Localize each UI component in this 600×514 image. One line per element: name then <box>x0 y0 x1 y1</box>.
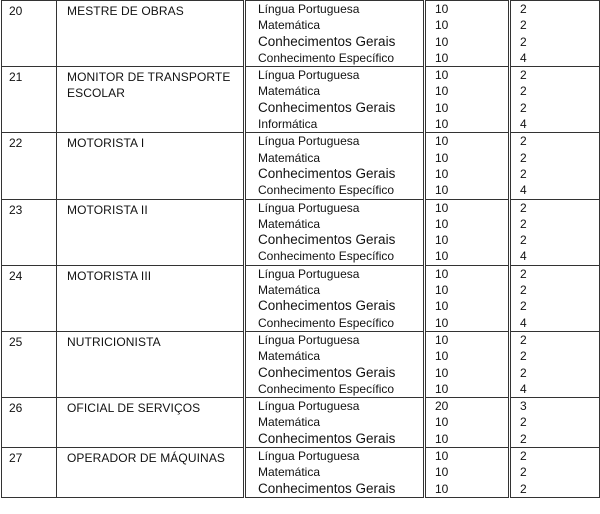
question-count: 10 <box>435 68 449 83</box>
subject-weight-cell <box>510 398 600 448</box>
table-row <box>2 67 600 133</box>
question-count: 10 <box>435 18 449 33</box>
job-title-line: MONITOR DE TRANSPORTE <box>67 70 231 85</box>
job-title <box>57 331 245 397</box>
subject-weight: 2 <box>520 68 527 83</box>
question-count: 10 <box>435 349 449 364</box>
table-row <box>2 265 600 331</box>
subject-weight: 4 <box>520 117 527 132</box>
subject-weight: 2 <box>520 449 527 464</box>
question-count: 10 <box>435 200 449 215</box>
subject-weight: 2 <box>520 332 527 347</box>
subject-weight: 2 <box>520 34 527 49</box>
question-count-cell <box>425 1 510 67</box>
subject-weight: 2 <box>520 134 527 149</box>
job-title-line: OPERADOR DE MÁQUINAS <box>67 451 226 466</box>
subject-weight-cell <box>510 199 600 265</box>
question-count-cell <box>425 331 510 397</box>
question-count: 10 <box>435 365 449 380</box>
subject-weight: 2 <box>520 233 527 248</box>
subject-weight: 2 <box>520 266 527 281</box>
subject-weight-cell <box>510 448 600 498</box>
question-count-cell <box>425 398 510 448</box>
subject-weight: 2 <box>520 2 527 16</box>
subject-name: Matemática <box>258 18 321 33</box>
row-number: 20 <box>2 1 57 67</box>
question-count: 10 <box>435 332 449 347</box>
question-count-cell <box>425 448 510 498</box>
question-count: 10 <box>435 465 449 480</box>
subject-name-cell <box>245 67 425 133</box>
job-title <box>57 67 245 133</box>
subject-name: Matemática <box>258 465 321 480</box>
job-title <box>57 265 245 331</box>
subject-name: Matemática <box>258 216 321 231</box>
subject-name: Matemática <box>258 84 321 99</box>
subject-name: Língua Portuguesa <box>258 449 360 464</box>
job-title-line: MOTORISTA II <box>67 202 148 217</box>
subject-weight-cell <box>510 265 600 331</box>
subject-weight: 2 <box>520 100 527 115</box>
job-title <box>57 448 245 498</box>
subject-weight: 2 <box>520 216 527 231</box>
question-count: 10 <box>435 150 449 165</box>
question-count-cell <box>425 265 510 331</box>
subject-name: Conhecimento Específico <box>258 183 395 198</box>
subject-name-cell <box>245 331 425 397</box>
subject-name: Língua Portuguesa <box>258 332 360 347</box>
subject-name: Conhecimentos Gerais <box>258 232 396 248</box>
subject-name-cell <box>245 1 425 67</box>
subject-weight: 2 <box>520 349 527 364</box>
question-count: 10 <box>435 84 449 99</box>
table-row <box>2 1 600 67</box>
question-count: 10 <box>435 216 449 231</box>
subject-weight-cell <box>510 67 600 133</box>
subject-name: Língua Portuguesa <box>258 68 360 83</box>
subject-weight: 2 <box>520 166 527 181</box>
job-title <box>57 1 245 67</box>
subject-name: Conhecimentos Gerais <box>258 99 396 115</box>
subject-weight: 4 <box>520 381 527 396</box>
subject-name: Conhecimentos Gerais <box>258 33 396 49</box>
table-row <box>2 331 600 397</box>
subject-weight: 4 <box>520 249 527 264</box>
question-count-cell <box>425 67 510 133</box>
row-number: 23 <box>2 199 57 265</box>
subject-weight: 2 <box>520 84 527 99</box>
question-count: 10 <box>435 2 449 16</box>
subject-name-cell <box>245 448 425 498</box>
row-number: 26 <box>2 398 57 448</box>
subject-weight: 4 <box>520 183 527 198</box>
row-number: 21 <box>2 67 57 133</box>
job-title-line: MESTRE DE OBRAS <box>67 4 184 18</box>
subject-name: Informática <box>258 117 318 132</box>
subject-weight: 2 <box>520 18 527 33</box>
question-count: 10 <box>435 481 449 496</box>
subject-weight: 2 <box>520 465 527 480</box>
question-count: 10 <box>435 233 449 248</box>
subject-name: Língua Portuguesa <box>258 266 360 281</box>
table-row <box>2 133 600 199</box>
row-number: 25 <box>2 331 57 397</box>
subject-name: Matemática <box>258 283 321 298</box>
subject-name-cell <box>245 199 425 265</box>
subject-name: Matemática <box>258 349 321 364</box>
job-title-line: MOTORISTA I <box>67 136 145 151</box>
table-row <box>2 448 600 498</box>
question-count: 10 <box>435 266 449 281</box>
subject-name: Conhecimento Específico <box>258 50 395 65</box>
table-row <box>2 398 600 448</box>
subject-weight: 4 <box>520 315 527 330</box>
subject-name-cell <box>245 133 425 199</box>
subject-name: Conhecimentos Gerais <box>258 480 396 496</box>
subject-name: Conhecimento Específico <box>258 249 395 264</box>
subject-weight-cell <box>510 331 600 397</box>
question-count: 10 <box>435 299 449 314</box>
subject-name: Conhecimento Específico <box>258 315 395 330</box>
question-count: 10 <box>435 431 449 446</box>
job-title <box>57 133 245 199</box>
job-title-line: NUTRICIONISTA <box>67 334 161 349</box>
question-count: 10 <box>435 166 449 181</box>
subject-weight: 2 <box>520 200 527 215</box>
question-count: 10 <box>435 449 449 464</box>
question-count: 10 <box>435 134 449 149</box>
subject-name: Conhecimentos Gerais <box>258 364 396 380</box>
subject-weight: 2 <box>520 481 527 496</box>
subject-name: Língua Portuguesa <box>258 200 360 215</box>
subject-weight: 2 <box>520 299 527 314</box>
subject-name: Conhecimentos Gerais <box>258 165 396 181</box>
subject-weight: 2 <box>520 431 527 446</box>
job-title <box>57 398 245 448</box>
subject-weight: 2 <box>520 283 527 298</box>
subject-weight: 4 <box>520 50 527 65</box>
subject-name: Conhecimentos Gerais <box>258 430 396 446</box>
table-row <box>2 199 600 265</box>
subject-name: Língua Portuguesa <box>258 134 360 149</box>
subject-weight: 2 <box>520 150 527 165</box>
row-number: 27 <box>2 448 57 498</box>
question-count: 10 <box>435 315 449 330</box>
subject-weight-cell <box>510 133 600 199</box>
question-count-cell <box>425 133 510 199</box>
subject-weight: 3 <box>520 399 527 414</box>
question-count: 10 <box>435 249 449 264</box>
subject-name: Língua Portuguesa <box>258 2 360 16</box>
question-count: 10 <box>435 283 449 298</box>
row-number: 24 <box>2 265 57 331</box>
subject-name: Língua Portuguesa <box>258 399 360 414</box>
job-title-line: MOTORISTA III <box>67 268 152 283</box>
question-count: 10 <box>435 34 449 49</box>
question-count: 10 <box>435 50 449 65</box>
question-count: 20 <box>435 399 449 414</box>
subject-weight: 2 <box>520 365 527 380</box>
subject-name: Matemática <box>258 150 321 165</box>
question-count: 10 <box>435 415 449 430</box>
subject-weight: 2 <box>520 415 527 430</box>
subject-name: Matemática <box>258 415 321 430</box>
exam-subjects-table <box>1 0 600 498</box>
table-body <box>2 1 600 498</box>
row-number: 22 <box>2 133 57 199</box>
question-count: 10 <box>435 381 449 396</box>
job-title-line: OFICIAL DE SERVIÇOS <box>67 401 201 416</box>
question-count: 10 <box>435 100 449 115</box>
subject-weight-cell <box>510 1 600 67</box>
subject-name: Conhecimento Específico <box>258 381 395 396</box>
subject-name: Conhecimentos Gerais <box>258 298 396 314</box>
question-count: 10 <box>435 117 449 132</box>
subject-name-cell <box>245 398 425 448</box>
question-count: 10 <box>435 183 449 198</box>
job-title-line: ESCOLAR <box>67 86 126 101</box>
subject-name-cell <box>245 265 425 331</box>
job-title <box>57 199 245 265</box>
question-count-cell <box>425 199 510 265</box>
